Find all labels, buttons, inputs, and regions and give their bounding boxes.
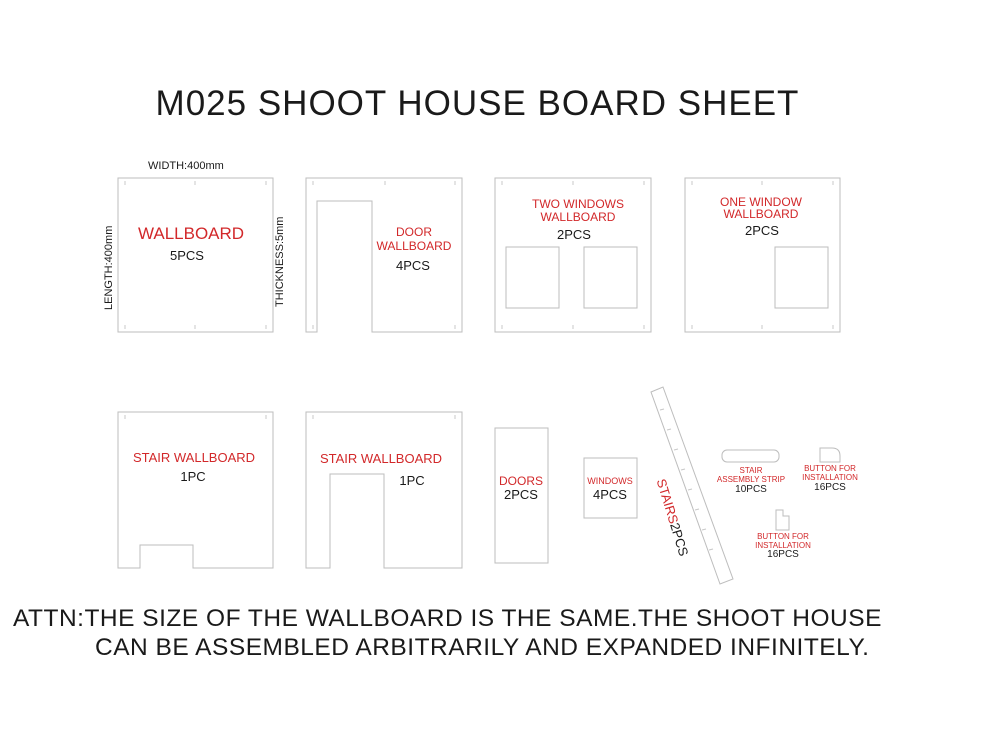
stairs-qty: 2PCS: [667, 520, 692, 558]
stair-assembly-strip-outline: [722, 450, 779, 462]
button-a-name-line1: BUTTON FOR: [804, 464, 856, 473]
one-window-wallboard-name-line2: WALLBOARD: [723, 207, 799, 221]
stair-wallboard-a-outline: [118, 412, 273, 568]
door-wallboard-outline: [306, 178, 462, 332]
windows-qty: 4PCS: [593, 487, 627, 502]
button-b-qty: 16PCS: [767, 549, 799, 560]
button-a-qty: 16PCS: [814, 482, 846, 493]
window-cutout-single: [775, 247, 828, 308]
button-a-outline: [820, 448, 840, 462]
stair-wallboard-b-outline: [306, 412, 462, 568]
button-b-outline: [776, 510, 789, 530]
doors-qty: 2PCS: [504, 487, 538, 502]
one-window-wallboard-name-line1: ONE WINDOW: [720, 195, 802, 209]
door-wallboard-name-line1: DOOR: [396, 225, 432, 239]
stair-wallboard-a-name: STAIR WALLBOARD: [132, 450, 256, 465]
button-a-name-line2: INSTALLATION: [802, 473, 858, 482]
window-cutout-left: [506, 247, 559, 308]
stair-wallboard-b-qty: 1PC: [399, 473, 425, 488]
stairs-name: STAIRS: [653, 477, 682, 526]
stair-assembly-strip-name-line2: ASSEMBLY STRIP: [716, 475, 786, 484]
two-windows-wallboard-name-line2: WALLBOARD: [540, 210, 616, 224]
stair-assembly-strip-name-line1: STAIR: [739, 466, 763, 475]
length-dimension-label: LENGTH:400mm: [103, 225, 115, 310]
door-wallboard-name-line2: WALLBOARD: [376, 239, 452, 253]
attention-note-line1: ATTN:THE SIZE OF THE WALLBOARD IS THE SAME.THE SHOOT HOUSE: [13, 605, 882, 632]
page-title: M025 SHOOT HOUSE BOARD SHEET: [155, 84, 800, 123]
thickness-dimension-label: THICKNESS:5mm: [274, 216, 286, 307]
two-windows-wallboard-name-line1: TWO WINDOWS: [532, 197, 624, 211]
button-b-name-line1: BUTTON FOR: [757, 532, 809, 541]
wallboard-name: WALLBOARD: [137, 224, 245, 243]
button-b-name-line2: INSTALLATION: [755, 541, 811, 550]
door-wallboard-qty: 4PCS: [396, 258, 430, 273]
wallboard-qty: 5PCS: [170, 248, 204, 263]
stair-assembly-strip-qty: 10PCS: [735, 484, 767, 495]
attention-note-line2: CAN BE ASSEMBLED ARBITRARILY AND EXPANDED INFINITELY.: [95, 634, 870, 661]
two-windows-wallboard-qty: 2PCS: [557, 227, 591, 242]
window-cutout-right: [584, 247, 637, 308]
width-dimension-label: WIDTH:400mm: [148, 160, 224, 172]
stair-wallboard-a-qty: 1PC: [180, 469, 206, 484]
one-window-wallboard-qty: 2PCS: [745, 223, 779, 238]
windows-name: WINDOWS: [587, 476, 633, 486]
stair-wallboard-b-name: STAIR WALLBOARD: [319, 451, 443, 466]
doors-name: DOORS: [498, 474, 544, 488]
